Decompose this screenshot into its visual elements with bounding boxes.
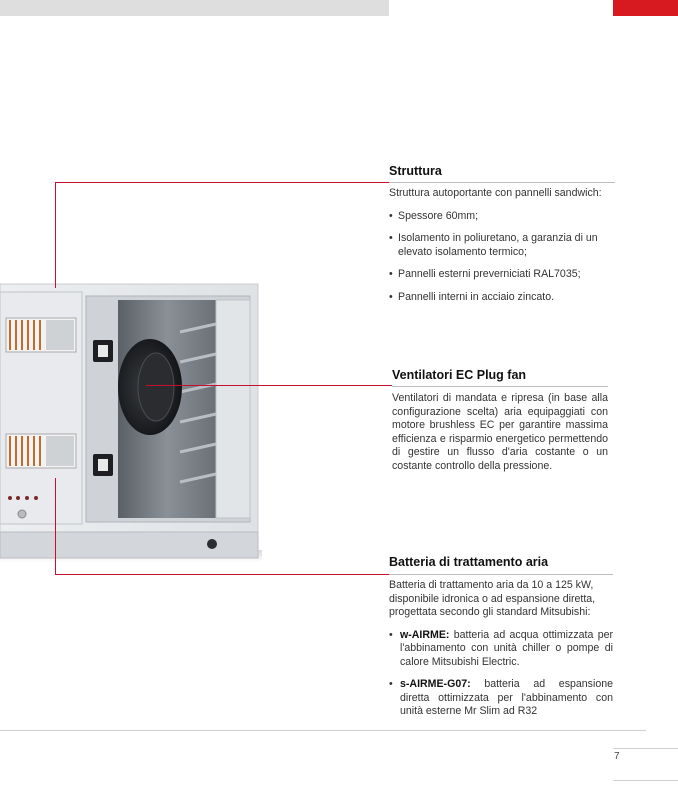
batteria-bullet-term: w-AIRME: xyxy=(400,628,450,641)
batteria-bullet xyxy=(389,629,613,670)
callout-line-batteria-h xyxy=(55,574,389,575)
struttura-intro: Struttura autoportante con pannelli sandwich: xyxy=(389,187,602,199)
batteria-bullet-term: s-AIRME-G07: xyxy=(400,678,471,690)
page-number-rule-top xyxy=(613,748,678,749)
header-red-tab xyxy=(613,0,678,16)
header-grey-bar xyxy=(0,0,389,16)
callout-line-struttura-v xyxy=(55,182,56,288)
batteria-bullet-list xyxy=(389,629,613,719)
air-handling-unit-illustration xyxy=(0,282,262,562)
batteria-intro: Batteria di trattamento aria da 10 a 125 kW, disponibile idronica o ad espansione diretta, progettata secondo gli standard Mitsubishi: xyxy=(389,579,596,618)
page-number: 7 xyxy=(614,751,620,762)
callout-line-struttura-h xyxy=(55,182,389,183)
batteria-title: Batteria di trattamento aria xyxy=(389,555,549,569)
batteria-bullet-text: batteria ad espansione diretta ottimizzata per l'abbinamento con unità esterne Mr Slim ad R32 xyxy=(400,678,613,717)
struttura-bullet: • Pannelli esterni preverniciati RAL7035; xyxy=(389,268,621,282)
ventilatori-divider xyxy=(392,386,608,387)
batteria-bullet xyxy=(389,678,613,719)
struttura-bullet: • Spessore 60mm; xyxy=(389,210,621,224)
ventilatori-title: Ventilatori EC Plug fan xyxy=(392,368,527,382)
struttura-divider xyxy=(389,182,615,183)
footer-divider xyxy=(0,730,646,731)
batteria-bullet-text: batteria ad acqua ottimizzata per l'abbinamento con unità chiller o pompe di calore Mitsubishi Electric. xyxy=(400,628,613,668)
batteria-body xyxy=(389,579,613,719)
batteria-divider xyxy=(389,574,613,575)
callout-line-ventilatori-h xyxy=(146,385,392,386)
struttura-title: Struttura xyxy=(389,164,442,178)
struttura-bullet: • Pannelli interni in acciaio zincato. xyxy=(389,291,621,305)
struttura-bullet: • Isolamento in poliuretano, a garanzia di un elevato isolamento termico; xyxy=(389,232,610,259)
ventilatori-text: Ventilatori di mandata e ripresa (in base alla configurazione scelta) aria equipaggiati con motore brushless EC per garantire massima efficienza e risparmio energetico permettendo di gestire un flusso d'aria costante o un costante controllo della pressione. xyxy=(392,392,608,472)
callout-line-batteria-v xyxy=(55,478,56,575)
struttura-body xyxy=(389,187,621,304)
page-number-rule-bottom xyxy=(613,780,678,781)
struttura-bullet-list xyxy=(389,210,621,305)
